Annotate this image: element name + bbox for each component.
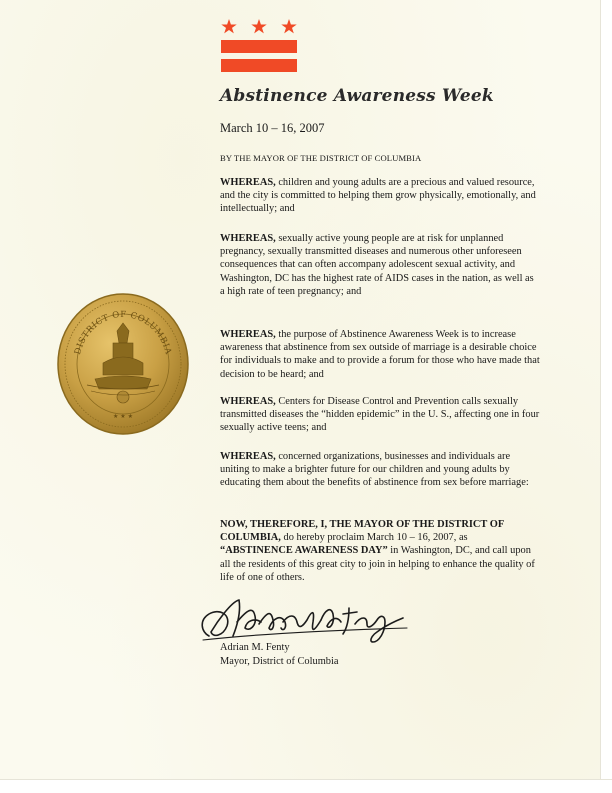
proclamation-lead: NOW, THEREFORE, I, THE MAYOR OF THE DISTRICT OF COLUMBIA,	[220, 519, 504, 544]
paragraph-text: sexually active young people are at risk for unplanned pregnancy, sexually transmitted diseases and numerous other unforeseen consequences that can often accompany adolescent sexual activity, and Washington, DC has the highest rate of AIDS cases in the nation, as well as a high rate of teen pregnancy; and	[220, 233, 534, 297]
scan-edge-right	[600, 0, 612, 792]
svg-text:DISTRICT OF COLUMBIA: DISTRICT OF COLUMBIA	[73, 309, 173, 356]
paragraph-text: the purpose of Abstinence Awareness Week is to increase awareness that abstinence from sex outside of marriage is a desirable choice for individuals to make and to provide a forum for those who have made that decision to be heard; and	[220, 329, 540, 380]
whereas-lead: WHEREAS,	[220, 329, 276, 340]
dc-seal-icon	[57, 293, 189, 435]
paragraph-text: concerned organizations, businesses and individuals are uniting to make a brighter future for our children and young adults by educating them about the benefits of abstinence from sex before marriage:	[220, 451, 529, 489]
byline: BY THE MAYOR OF THE DISTRICT OF COLUMBIA	[220, 153, 422, 163]
proclamation-paragraph	[220, 518, 540, 584]
paragraph-text: children and young adults are a precious and valued resource, and the city is committed to helping them grow physically, emotionally, and intellectually; and	[220, 177, 536, 215]
proclamation-text: do hereby proclaim March 10 – 16, 2007, as	[280, 532, 468, 544]
whereas-paragraph	[220, 395, 540, 435]
whereas-lead: WHEREAS,	[220, 451, 276, 462]
proclamation-tail: in Washington, DC, and call upon all the residents of this great city to join in helping to enhance the quality of life of one of others.	[220, 545, 535, 583]
whereas-paragraph	[220, 176, 540, 216]
document-title: Abstinence Awareness Week	[220, 86, 494, 106]
whereas-paragraph	[220, 450, 540, 490]
scan-edge-bottom	[0, 779, 612, 793]
svg-text:★ ★ ★: ★ ★ ★	[113, 413, 133, 420]
whereas-paragraph	[220, 328, 540, 381]
proclamation-date: March 10 – 16, 2007	[220, 121, 325, 135]
signer-name: Adrian M. Fenty	[220, 642, 290, 653]
proclamation-emphasis: “ABSTINENCE AWARENESS DAY”	[220, 545, 388, 557]
whereas-paragraph	[220, 232, 540, 298]
whereas-lead: WHEREAS,	[220, 177, 276, 188]
paragraph-text: Centers for Disease Control and Prevention calls sexually transmitted diseases the “hidden epidemic” in the U. S., affecting one in four sexually active teens; and	[220, 396, 540, 434]
dc-flag-icon	[221, 18, 297, 78]
whereas-lead: WHEREAS,	[220, 233, 276, 244]
signer-title: Mayor, District of Columbia	[220, 656, 339, 667]
whereas-lead: WHEREAS,	[220, 396, 276, 407]
